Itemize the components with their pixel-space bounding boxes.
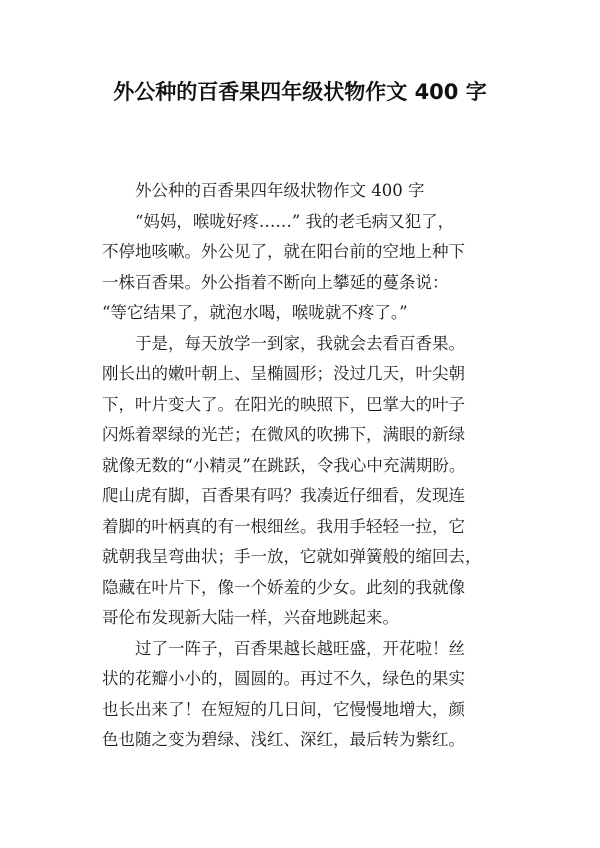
text-line: 一株百香果。外公指着不断向上攀延的蔓条说： (102, 272, 449, 292)
text-line: 闪烁着翠绿的光芒；在微风的吹拂下，满眼的新绿 (102, 425, 465, 444)
text-line: 就像无数的“小精灵”在跳跃，令我心中充满期盼。 (102, 455, 466, 475)
text-line: 就朝我呈弯曲状；手一放，它就如弹簧般的缩回去， (102, 547, 482, 566)
text-line: “妈妈，喉咙好疼……” 我的老毛病又犯了， (135, 211, 455, 231)
text-line: 爬山虎有脚，百香果有吗？我凑近仔细看，发现连 (102, 486, 465, 505)
text-line: 不停地咳嗽。外公见了，就在阳台前的空地上种下 (102, 242, 465, 261)
text-line: “等它结果了，就泡水喝，喉咙就不疼了。” (102, 303, 408, 322)
text-line: 色也随之变为碧绿、浅红、深红，最后转为紫红。 (102, 730, 465, 749)
text-line: 着脚的叶柄真的有一根细丝。我用手轻轻一拉，它 (102, 516, 465, 536)
text-line: 隐藏在叶片下，像一个娇羞的少女。此刻的我就像 (102, 577, 465, 597)
article-body (102, 176, 502, 756)
text-line: 于是，每天放学一到家，我就会去看百香果。 (135, 333, 465, 353)
document-title: 外公种的百香果四年级状物作文 400 字 (113, 80, 487, 104)
text-line: 刚长出的嫩叶朝上、呈椭圆形；没过几天，叶尖朝 (102, 364, 465, 383)
text-line: 过了一阵子，百香果越长越旺盛，开花啦！丝 (135, 638, 465, 658)
text-line: 状的花瓣小小的，圆圆的。再过不久，绿色的果实 (102, 669, 465, 688)
text-line: 外公种的百香果四年级状物作文 400 字 (135, 181, 425, 200)
text-line: 下，叶片变大了。在阳光的映照下，巴掌大的叶子 (102, 394, 465, 414)
text-line: 也长出来了！在短短的几日间，它慢慢地增大，颜 (102, 699, 465, 719)
text-line: 哥伦布发现新大陆一样，兴奋地跳起来。 (102, 608, 399, 627)
